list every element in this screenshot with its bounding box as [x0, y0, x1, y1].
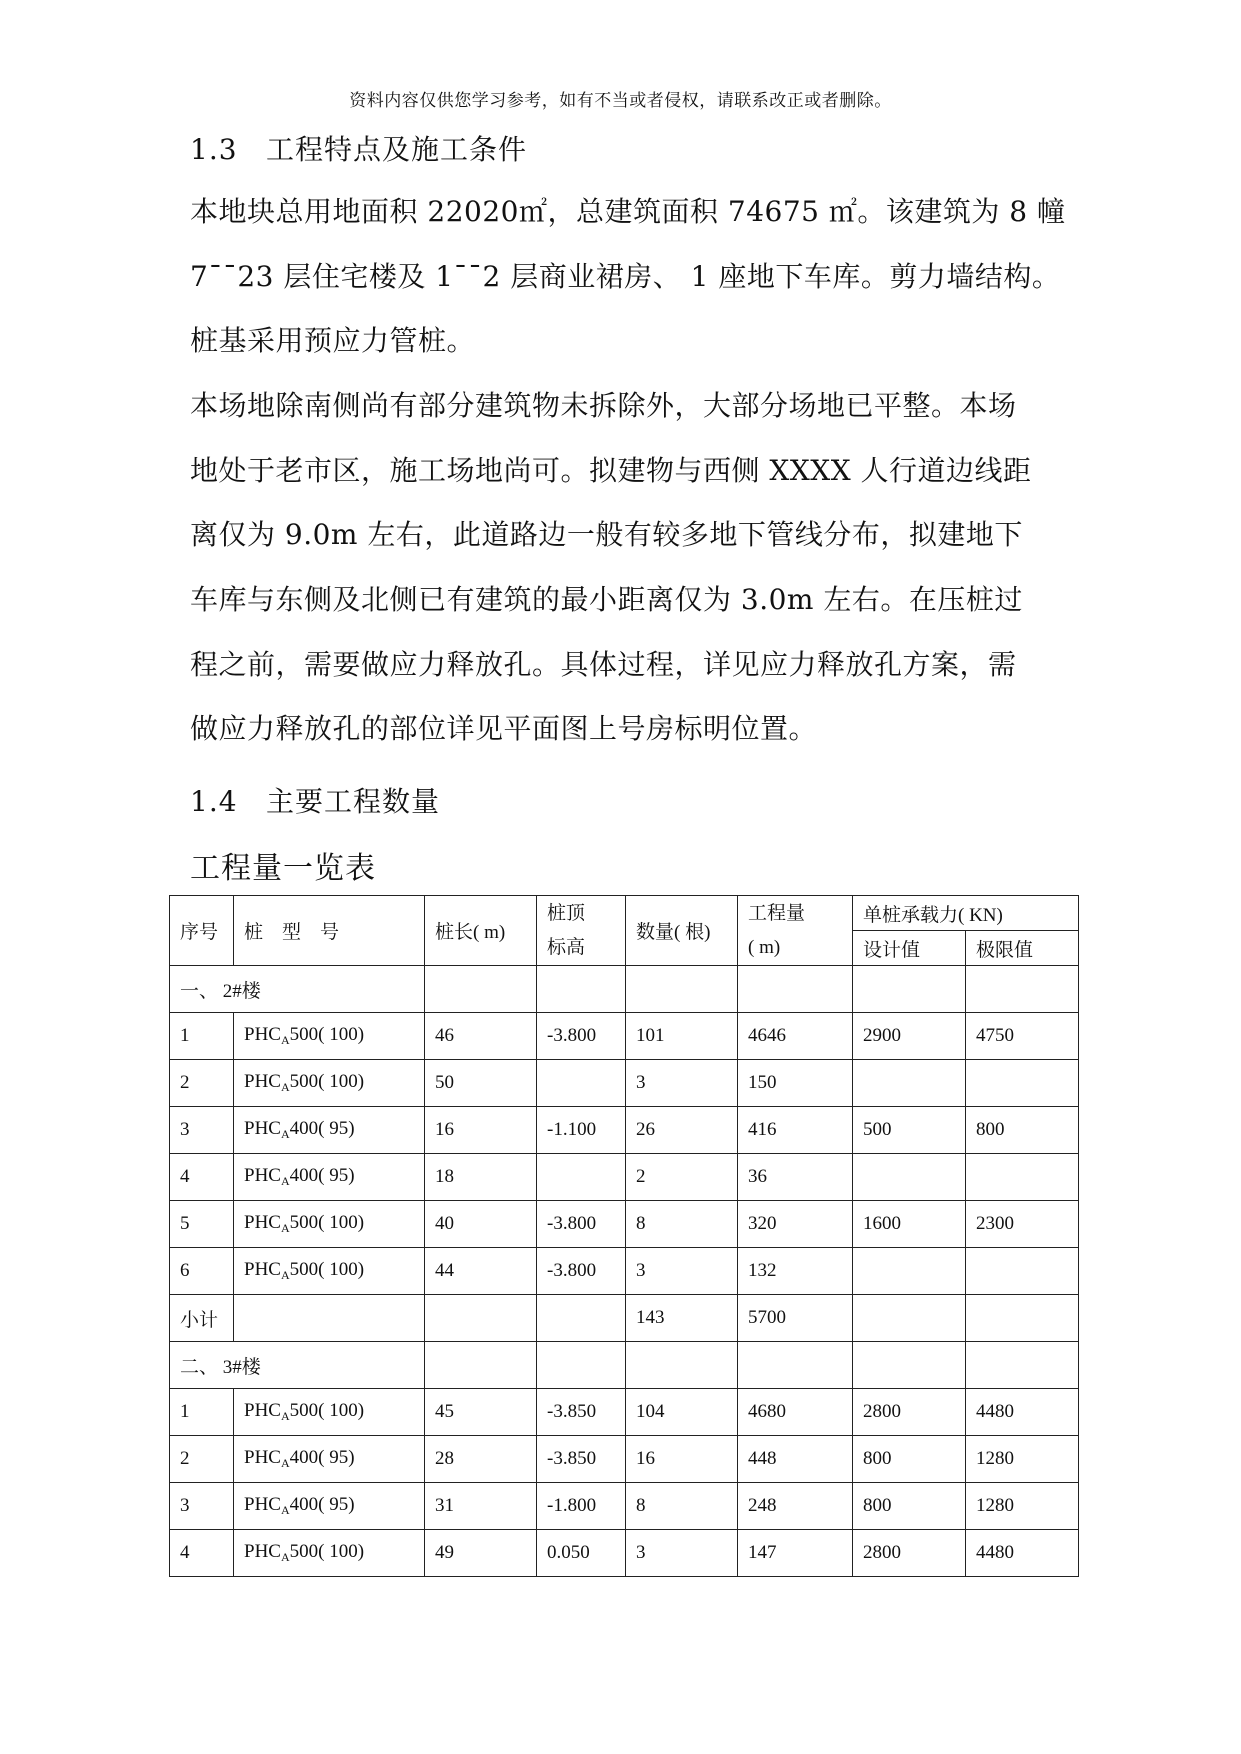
pile-type-spec: 500( 100) — [289, 1541, 365, 1562]
cell-quantity: 4646 — [738, 1013, 853, 1060]
paragraph-site-conditions — [190, 374, 1070, 762]
group-title: 一、 2#楼 — [170, 966, 425, 1013]
empty-cell — [626, 966, 738, 1013]
cell-top-elevation — [537, 1060, 626, 1107]
cell-count: 101 — [626, 1013, 738, 1060]
header-line: 桩顶 — [547, 902, 586, 924]
cell-limit-value: 4750 — [966, 1013, 1079, 1060]
pile-type-prefix: PHC — [244, 1024, 281, 1045]
paragraph-line: 车库与东侧及北侧已有建筑的最小距离仅为 3.0m 左右。在压桩过 — [190, 583, 1023, 617]
pile-type-prefix: PHC — [244, 1118, 281, 1139]
pile-type-prefix: PHC — [244, 1071, 281, 1092]
cell-count: 8 — [626, 1483, 738, 1530]
group-row — [170, 1342, 1079, 1389]
cell-pile-type — [234, 1201, 425, 1248]
cell-top-elevation — [537, 1154, 626, 1201]
pile-type-spec: 500( 100) — [289, 1024, 365, 1045]
empty-cell — [537, 1342, 626, 1389]
group-title: 二、 3#楼 — [170, 1342, 425, 1389]
cell-count: 2 — [626, 1154, 738, 1201]
cell-limit-value: 4480 — [966, 1389, 1079, 1436]
cell-design-value — [853, 1060, 966, 1107]
empty-cell — [966, 1342, 1079, 1389]
cell-seq: 1 — [170, 1389, 234, 1436]
empty-cell — [425, 966, 537, 1013]
pile-type-prefix: PHC — [244, 1541, 281, 1562]
empty-cell — [626, 1342, 738, 1389]
cell-count: 16 — [626, 1436, 738, 1483]
cell-length: 18 — [425, 1154, 537, 1201]
pile-type-prefix: PHC — [244, 1494, 281, 1515]
cell-limit-value: 2300 — [966, 1201, 1079, 1248]
cell-pile-type — [234, 1107, 425, 1154]
table-row — [170, 1013, 1079, 1060]
section-heading-1-3 — [190, 128, 527, 168]
table-row — [170, 1060, 1079, 1107]
group-row — [170, 966, 1079, 1013]
cell-quantity: 132 — [738, 1248, 853, 1295]
cell-length: 49 — [425, 1530, 537, 1577]
paragraph-line: 做应力释放孔的部位详见平面图上号房标明位置。 — [190, 712, 818, 746]
empty-cell — [853, 1295, 966, 1342]
paragraph-line: 桩基采用预应力管桩。 — [190, 324, 476, 358]
quantity-table — [169, 895, 1079, 1577]
cell-design-value — [853, 1248, 966, 1295]
empty-cell — [966, 966, 1079, 1013]
empty-cell — [234, 1295, 425, 1342]
pile-type-prefix: PHC — [244, 1212, 281, 1233]
cell-length: 44 — [425, 1248, 537, 1295]
table-row — [170, 1530, 1079, 1577]
pile-type-subscript: A — [280, 1503, 290, 1517]
header-seq: 序号 — [170, 896, 234, 966]
pile-type-subscript: A — [280, 1033, 290, 1047]
cell-count: 3 — [626, 1060, 738, 1107]
cell-limit-value: 1280 — [966, 1483, 1079, 1530]
table-row — [170, 1483, 1079, 1530]
cell-limit-value — [966, 1060, 1079, 1107]
table-row — [170, 1389, 1079, 1436]
cell-top-elevation: -1.100 — [537, 1107, 626, 1154]
cell-pile-type — [234, 1248, 425, 1295]
empty-cell — [537, 1295, 626, 1342]
cell-count: 3 — [626, 1530, 738, 1577]
section-title: 工程特点及施工条件 — [266, 133, 528, 166]
cell-top-elevation: 0.050 — [537, 1530, 626, 1577]
table-row — [170, 1154, 1079, 1201]
pile-type-prefix: PHC — [244, 1447, 281, 1468]
cell-quantity: 150 — [738, 1060, 853, 1107]
cell-seq: 2 — [170, 1060, 234, 1107]
paragraph-line: 地处于老市区，施工场地尚可。拟建物与西侧 XXXX 人行道边线距 — [190, 453, 1032, 487]
cell-design-value: 800 — [853, 1483, 966, 1530]
cell-pile-type — [234, 1389, 425, 1436]
cell-limit-value — [966, 1154, 1079, 1201]
pile-type-subscript: A — [280, 1080, 290, 1094]
cell-length: 46 — [425, 1013, 537, 1060]
pile-type-spec: 400( 95) — [289, 1165, 355, 1186]
table-body — [170, 966, 1079, 1577]
empty-cell — [853, 966, 966, 1013]
pile-type-spec: 500( 100) — [289, 1259, 365, 1280]
paragraph-line: 本场地除南侧尚有部分建筑物未拆除外，大部分场地已平整。本场 — [190, 389, 1017, 422]
cell-count: 3 — [626, 1248, 738, 1295]
header-line: ( m) — [748, 936, 781, 958]
pile-type-subscript: A — [280, 1550, 290, 1564]
pile-type-prefix: PHC — [244, 1165, 281, 1186]
table-title: 工程量一览表 — [190, 851, 376, 886]
empty-cell — [966, 1295, 1079, 1342]
pile-type-subscript: A — [280, 1174, 290, 1188]
table-header — [170, 896, 1079, 966]
pile-type-subscript: A — [280, 1409, 290, 1423]
cell-length: 28 — [425, 1436, 537, 1483]
cell-design-value: 500 — [853, 1107, 966, 1154]
pile-type-spec: 500( 100) — [289, 1400, 365, 1421]
cell-limit-value: 4480 — [966, 1530, 1079, 1577]
pile-type-spec: 400( 95) — [289, 1494, 355, 1515]
cell-pile-type — [234, 1060, 425, 1107]
section-title: 主要工程数量 — [266, 785, 441, 818]
table-row — [170, 1201, 1079, 1248]
paragraph-line: 离仅为 9.0m 左右，此道路边一般有较多地下管线分布，拟建地下 — [190, 518, 1023, 552]
header-line: 工程量 — [748, 902, 806, 924]
cell-pile-type — [234, 1013, 425, 1060]
cell-quantity: 320 — [738, 1201, 853, 1248]
cell-top-elevation: -3.800 — [537, 1013, 626, 1060]
cell-top-elevation: -1.800 — [537, 1483, 626, 1530]
cell-quantity: 36 — [738, 1154, 853, 1201]
subtotal-quantity: 5700 — [738, 1295, 853, 1342]
cell-limit-value: 800 — [966, 1107, 1079, 1154]
cell-design-value — [853, 1154, 966, 1201]
cell-pile-type — [234, 1483, 425, 1530]
cell-design-value: 1600 — [853, 1201, 966, 1248]
subtotal-label: 小计 — [170, 1295, 234, 1342]
pile-type-subscript: A — [280, 1221, 290, 1235]
table-row — [170, 1248, 1079, 1295]
pile-type-spec: 400( 95) — [289, 1118, 355, 1139]
section-heading-1-4 — [190, 780, 440, 820]
section-number: 1.4 — [190, 785, 238, 818]
disclaimer-header: 资料内容仅供您学习参考，如有不当或者侵权，请联系改正或者删除。 — [349, 91, 892, 111]
cell-length: 31 — [425, 1483, 537, 1530]
header-limit-value: 极限值 — [966, 931, 1079, 966]
cell-design-value: 2900 — [853, 1013, 966, 1060]
cell-seq: 5 — [170, 1201, 234, 1248]
cell-top-elevation: -3.800 — [537, 1201, 626, 1248]
cell-limit-value — [966, 1248, 1079, 1295]
header-pile-type: 桩 型 号 — [234, 896, 425, 966]
pile-type-spec: 400( 95) — [289, 1447, 355, 1468]
pile-type-prefix: PHC — [244, 1400, 281, 1421]
paragraph-line: 本地块总用地面积 22020㎡，总建筑面积 74675 ㎡。该建筑为 8 幢 — [190, 195, 1066, 228]
cell-seq: 6 — [170, 1248, 234, 1295]
header-top-elevation — [537, 896, 626, 966]
section-number: 1.3 — [190, 133, 238, 166]
cell-length: 45 — [425, 1389, 537, 1436]
cell-design-value: 2800 — [853, 1530, 966, 1577]
cell-count: 8 — [626, 1201, 738, 1248]
cell-length: 40 — [425, 1201, 537, 1248]
cell-seq: 3 — [170, 1107, 234, 1154]
table-row — [170, 1107, 1079, 1154]
paragraph-line: 程之前，需要做应力释放孔。具体过程，详见应力释放孔方案，需 — [190, 647, 1017, 681]
pile-type-spec: 500( 100) — [289, 1212, 365, 1233]
empty-cell — [425, 1342, 537, 1389]
empty-cell — [425, 1295, 537, 1342]
cell-pile-type — [234, 1530, 425, 1577]
paragraph-line: 7¯¯23 层住宅楼及 1¯¯2 层商业裙房、 1 座地下车库。剪力墙结构。 — [190, 259, 1061, 293]
header-count: 数量( 根) — [626, 896, 738, 966]
cell-quantity: 4680 — [738, 1389, 853, 1436]
cell-seq: 2 — [170, 1436, 234, 1483]
cell-design-value: 2800 — [853, 1389, 966, 1436]
empty-cell — [853, 1342, 966, 1389]
pile-type-prefix: PHC — [244, 1259, 281, 1280]
table-row — [170, 1436, 1079, 1483]
cell-quantity: 416 — [738, 1107, 853, 1154]
cell-design-value: 800 — [853, 1436, 966, 1483]
pile-type-subscript: A — [280, 1127, 290, 1141]
header-pile-length: 桩长( m) — [425, 896, 537, 966]
cell-limit-value: 1280 — [966, 1436, 1079, 1483]
cell-pile-type — [234, 1436, 425, 1483]
cell-seq: 4 — [170, 1154, 234, 1201]
cell-seq: 1 — [170, 1013, 234, 1060]
cell-seq: 4 — [170, 1530, 234, 1577]
empty-cell — [738, 966, 853, 1013]
cell-length: 16 — [425, 1107, 537, 1154]
cell-seq: 3 — [170, 1483, 234, 1530]
cell-count: 26 — [626, 1107, 738, 1154]
cell-pile-type — [234, 1154, 425, 1201]
header-capacity: 单桩承载力( KN) — [853, 896, 1079, 931]
cell-length: 50 — [425, 1060, 537, 1107]
header-design-value: 设计值 — [853, 931, 966, 966]
cell-quantity: 147 — [738, 1530, 853, 1577]
header-line: 标高 — [547, 936, 586, 958]
cell-top-elevation: -3.800 — [537, 1248, 626, 1295]
cell-quantity: 448 — [738, 1436, 853, 1483]
subtotal-count: 143 — [626, 1295, 738, 1342]
cell-top-elevation: -3.850 — [537, 1436, 626, 1483]
cell-quantity: 248 — [738, 1483, 853, 1530]
pile-type-subscript: A — [280, 1456, 290, 1470]
cell-count: 104 — [626, 1389, 738, 1436]
empty-cell — [537, 966, 626, 1013]
header-quantity — [738, 896, 853, 966]
pile-type-spec: 500( 100) — [289, 1071, 365, 1092]
empty-cell — [738, 1342, 853, 1389]
pile-type-subscript: A — [280, 1268, 290, 1282]
paragraph-project-overview — [190, 180, 1070, 374]
subtotal-row — [170, 1295, 1079, 1342]
cell-top-elevation: -3.850 — [537, 1389, 626, 1436]
